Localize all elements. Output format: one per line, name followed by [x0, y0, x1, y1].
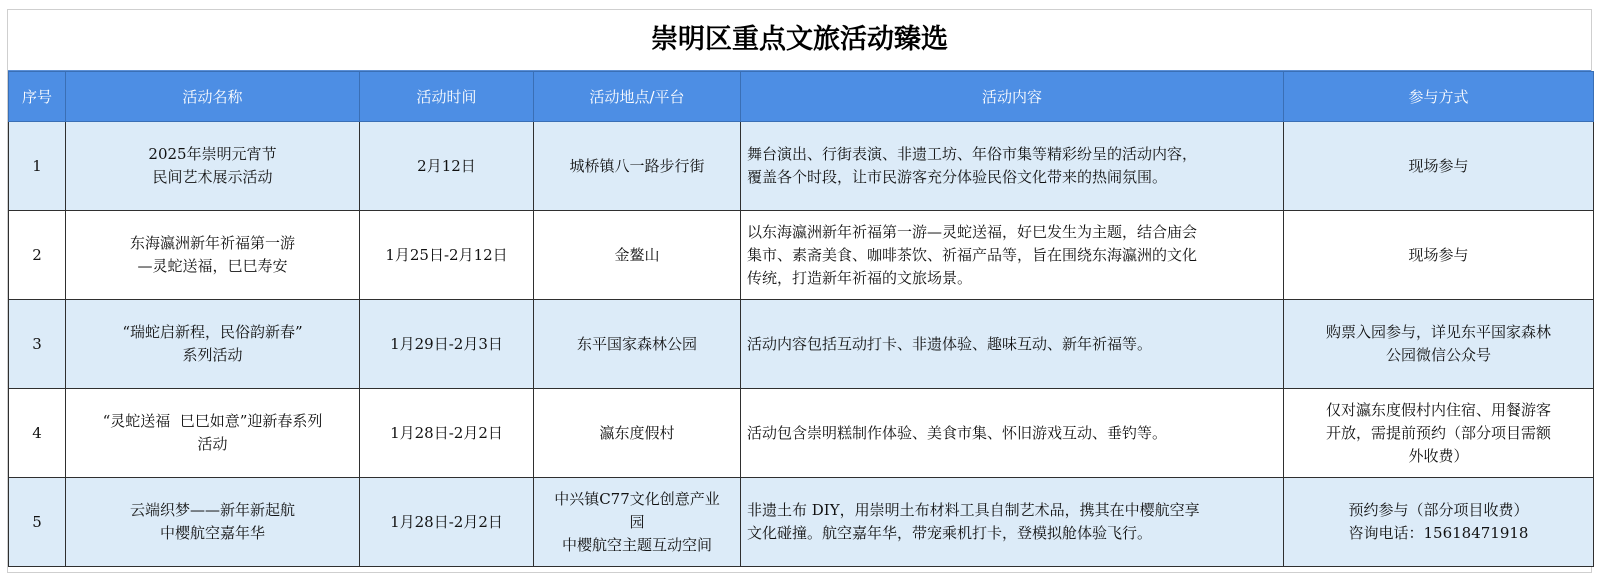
cell-place: [534, 122, 741, 211]
cell-name-line: 2025年崇明元宵节: [148, 145, 277, 163]
cell-name-line: 系列活动: [182, 346, 243, 364]
cell-time: 1月25日-2月12日: [360, 211, 534, 300]
cell-place-line: 东平国家森林公园: [576, 334, 697, 353]
header-place: 活动地点/平台: [534, 72, 741, 122]
cell-no: 4: [9, 389, 66, 478]
cell-place-line: 金鳌山: [614, 245, 660, 264]
cell-content: [741, 300, 1284, 389]
cell-content-line: 活动包含崇明糕制作体验、美食市集、怀旧游戏互动、垂钓等。: [747, 423, 1168, 442]
cell-name-line: 东海瀛洲新年祈福第一游: [129, 234, 295, 252]
header-method: 参与方式: [1284, 72, 1594, 122]
cell-name-line: “灵蛇送福 巳巳如意”迎新春系列: [102, 412, 323, 430]
spreadsheet: [7, 9, 1592, 573]
cell-place: [534, 478, 741, 567]
cell-content-line: 舞台演出、行街表演、非遗工坊、年俗市集等精彩纷呈的活动内容，: [747, 145, 1198, 163]
cell-name: [66, 122, 360, 211]
cell-place-line: 瀛东度假村: [599, 423, 675, 442]
cell-time: 2月12日: [360, 122, 534, 211]
cell-name-line: 云端织梦——新年新起航: [129, 501, 295, 519]
cell-method-line: 开放，需提前预约（部分项目需额: [1325, 423, 1551, 442]
cell-content-line: 集市、素斋美食、咖啡茶饮、祈福产品等，旨在围绕东海瀛洲的文化: [747, 245, 1198, 264]
cell-name: [66, 389, 360, 478]
cell-content-line: 活动内容包括互动打卡、非遗体验、趣味互动、新年祈福等。: [747, 334, 1153, 353]
cell-name-line: 中樱航空嘉年华: [159, 524, 265, 542]
cell-method: [1284, 478, 1594, 567]
cell-place: [534, 389, 741, 478]
header-time: 活动时间: [360, 72, 534, 122]
header-name: 活动名称: [66, 72, 360, 122]
cell-no: 1: [9, 122, 66, 211]
cell-method-line: 现场参与: [1408, 156, 1469, 175]
cell-method-line: 现场参与: [1408, 245, 1469, 264]
cell-name: [66, 478, 360, 567]
cell-method-line: 外收费）: [1408, 446, 1469, 465]
cell-place-line: 园: [629, 512, 645, 531]
cell-method: [1284, 300, 1594, 389]
cell-time: 1月29日-2月3日: [360, 300, 534, 389]
cell-method-line: 购票入园参与，详见东平国家森林: [1325, 323, 1551, 341]
cell-name: [66, 211, 360, 300]
cell-no: 3: [9, 300, 66, 389]
table-row: [9, 300, 1594, 389]
cell-place: [534, 211, 741, 300]
header-row: [9, 72, 1594, 122]
cell-place-line: 城桥镇八一路步行街: [569, 156, 705, 175]
cell-method-line: 仅对瀛东度假村内住宿、用餐游客: [1325, 400, 1551, 419]
header-content: 活动内容: [741, 72, 1284, 122]
cell-content: [741, 478, 1284, 567]
cell-content-line: 以东海瀛洲新年祈福第一游—灵蛇送福，好巳发生为主题，结合庙会: [747, 222, 1198, 241]
sheet-title: 崇明区重点文旅活动臻选: [8, 10, 1591, 71]
cell-content-line: 文化碰撞。航空嘉年华，带宠乘机打卡，登模拟舱体验飞行。: [747, 524, 1153, 542]
cell-content: [741, 122, 1284, 211]
cell-place-line: 中兴镇C77文化创意产业: [554, 489, 720, 508]
table-row: [9, 478, 1594, 567]
cell-method: [1284, 122, 1594, 211]
cell-time: 1月28日-2月2日: [360, 389, 534, 478]
cell-content-line: 非遗土布 DIY，用崇明土布材料工具自制艺术品，携其在中樱航空享: [747, 501, 1200, 519]
cell-name-line: —灵蛇送福，巳巳寿安: [137, 257, 288, 275]
cell-name: [66, 300, 360, 389]
cell-content: [741, 211, 1284, 300]
cell-content: [741, 389, 1284, 478]
header-no: 序号: [9, 72, 66, 122]
table-row: [9, 211, 1594, 300]
activity-table: [8, 71, 1594, 567]
cell-content-line: 传统，打造新年祈福的文旅场景。: [747, 268, 973, 287]
cell-no: 2: [9, 211, 66, 300]
cell-method: [1284, 389, 1594, 478]
cell-name-line: “瑞蛇启新程，民俗韵新春”: [122, 323, 303, 341]
cell-name-line: 活动: [197, 435, 228, 453]
cell-method-line: 咨询电话：15618471918: [1348, 524, 1529, 542]
cell-method-line: 预约参与（部分项目收费）: [1348, 501, 1529, 519]
table-row: [9, 389, 1594, 478]
cell-content-line: 覆盖各个时段，让市民游客充分体验民俗文化带来的热闹氛围。: [747, 168, 1168, 186]
cell-name-line: 民间艺术展示活动: [152, 168, 273, 186]
table-row: [9, 122, 1594, 211]
cell-method: [1284, 211, 1594, 300]
cell-time: 1月28日-2月2日: [360, 478, 534, 567]
cell-no: 5: [9, 478, 66, 567]
cell-method-line: 公园微信公众号: [1385, 346, 1491, 364]
cell-place-line: 中樱航空主题互动空间: [561, 535, 712, 554]
cell-place: [534, 300, 741, 389]
